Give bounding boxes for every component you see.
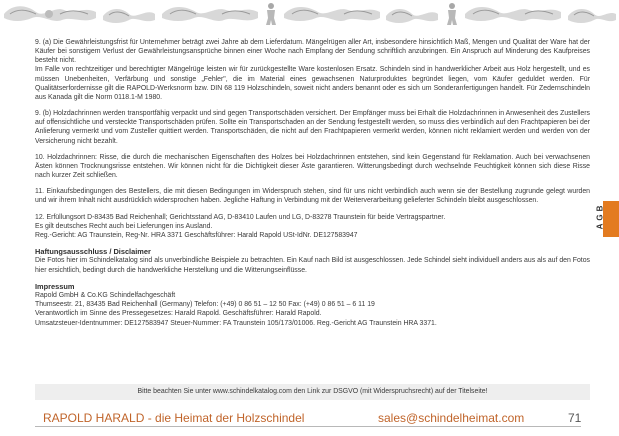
ornament-tile-7 — [566, 2, 618, 26]
ornament-tile-4 — [282, 2, 382, 26]
section-12-line: Reg.-Gericht: AG Traunstein, Reg-Nr. HRA 3371 Geschäftsführer: Harald Rapold USt-IdNr. DE127583947 — [35, 231, 358, 239]
section-12 — [35, 213, 590, 240]
impressum-section — [35, 282, 590, 328]
ornament-tile-1 — [2, 2, 98, 26]
disclaimer-text: Die Fotos hier im Schindelkatalog sind als unverbindliche Beispiele zu betrachten. Ein Kauf nach Bild ist ausgeschlossen. Jede Schindel sieht individuell anders aus als auf den Fotos hier ersichtlich, bedingt durch die handwerkliche Herstellung und die Witterungseinflüsse. — [35, 257, 590, 274]
ornament-tile-3 — [160, 2, 260, 26]
section-10 — [35, 153, 590, 180]
header-ornament-band — [0, 0, 619, 28]
disclaimer-heading: Haftungsausschluss / Disclaimer — [35, 246, 151, 256]
impressum-line: Verantwortlich im Sinne des Pressegesetzes: Harald Rapold. Geschäftsführer: Harald Rapold. — [35, 310, 322, 318]
section-12-line: 12. Erfüllungsort D-83435 Bad Reichenhall; Gerichtsstand AG, D-83410 Laufen und LG, D-83278 Traunstein für beide Vertragspartner. — [35, 213, 446, 221]
impressum-line: Rapold GmbH & Co.KG Schindelfachgeschäft — [35, 292, 176, 300]
footer-email-link[interactable]: sales@schindelheimat.com — [378, 411, 525, 425]
ornament-tile-2 — [101, 2, 157, 26]
agb-side-tab — [603, 201, 619, 237]
dsgvo-notice: Bitte beachten Sie unter www.schindelkatalog.com den Link zur DSGVO (mit Widerspruchsrecht) auf der Titelseite! — [35, 384, 590, 400]
agb-side-label: AGB — [595, 202, 605, 230]
ornament-tile-5 — [384, 2, 440, 26]
section-11-text: 11. Einkaufsbedingungen des Bestellers, die mit diesen Bedingungen im Widerspruch stehen, sind für uns nicht verbindlich auch wenn sie der Bestellung zugrunde gelegt wurden und wir ihrem Inhalt nicht ausdrücklich widersprochen haben. Jegliche Haftung in Verbindung mit der Weiterverarbeitung gelieferter Schindeln bleibt ausgeschlossen. — [35, 188, 590, 205]
section-9a-text-continued: Im Falle von rechtzeitiger und berechtigter Mängelrüge leisten wir für zurückgestellte Ware kostenlosen Ersatz. Schindeln sind in handwerklicher Arbeit aus Holz hergestellt, und es müssen Unebenheiten, Verfärbung und sonstige „Fehler", die im Material eines gewachsenen Naturproduktes begründet liegen, vom Käufer geduldet werden. Für Qualitätserfordernisse gilt die RAPOLD-Werksnorm bzw. DIN 68 119 Holzschindeln, soweit nicht anders benannt oder es sich um Sonderanfertigungen handelt. Für Zedernschindeln aus Kanada gilt die Norm 0118.1-M 1980. — [35, 66, 590, 101]
section-9a-text: 9. (a) Die Gewährleistungsfrist für Unternehmer beträgt zwei Jahre ab dem Lieferdatum. Mängelrügen aller Art, insbesondere hinsichtlich Maß, Mengen und Qualität der Ware hat der Käufer bei sonstigem Verlust der Gewährleistungsansprüche binnen einer Woche nach Empfang der Sendung schriftlich anzubringen. Ein Anspruch auf Minderung des Kaufpreises besteht nicht. — [35, 39, 590, 65]
section-9a — [35, 38, 590, 102]
ornament-tile-6 — [463, 2, 563, 26]
page-number: 71 — [568, 411, 582, 425]
section-9b-text: 9. (b) Holzdachrinnen werden transportfähig verpackt und sind gegen Transportschäden versichert. Der Empfänger muss bei Erhalt die Holzdachrinnen in Anwesenheit des Zustellers auf offensichtliche und versteckte Transportschäden prüfen. Sollte ein Transportschaden an der Sendung festgestellt werden, so muss dies verbindlich auf den Frachtpapieren bei der Anlieferung vermerkt und vom Zusteller quittiert werden. Transportschäden, die nicht auf den Frachtpapieren vermerkt werden, können nicht reklamiert werden und werden von der Versicherung nicht bezahlt. — [35, 110, 590, 145]
impressum-heading: Impressum — [35, 281, 75, 291]
impressum-line: Thumseestr. 21, 83435 Bad Reichenhall (Germany) Telefon: (+49) 0 86 51 – 12 50 Fax: (+49) 0 86 51 – 6 11 19 — [35, 301, 375, 309]
impressum-line: Umsatzsteuer-Identnummer: DE127583947 Steuer-Nummer: FA Traunstein 105/173/01006. Reg.-Gericht AG Traunstein HRA 3371. — [35, 319, 437, 327]
figure-icon — [262, 2, 280, 26]
section-11 — [35, 187, 590, 205]
figure-icon — [443, 2, 461, 26]
footer-divider — [35, 426, 581, 427]
section-12-line: Es gilt deutsches Recht auch bei Lieferungen ins Ausland. — [35, 222, 213, 230]
disclaimer-section — [35, 247, 590, 275]
terms-content — [35, 38, 590, 335]
section-9b — [35, 109, 590, 146]
footer-brand: RAPOLD HARALD - die Heimat der Holzschindel — [43, 411, 305, 425]
section-10-text: 10. Holzdachrinnen: Risse, die durch die mechanischen Eigenschaften des Holzes bei Holzdachrinnen entstehen, sind kein Gegenstand für Reklamation. Auch bei verwachsenen Ästen können Trocknungsrisse entstehen. Wir können nicht für die Dichtigkeit dieser Äste garantieren. Witterungsbedingt durch wechselnde Feuchtigkeit können sich diese Risse nach kurzer Zeit schließen. — [35, 153, 590, 180]
